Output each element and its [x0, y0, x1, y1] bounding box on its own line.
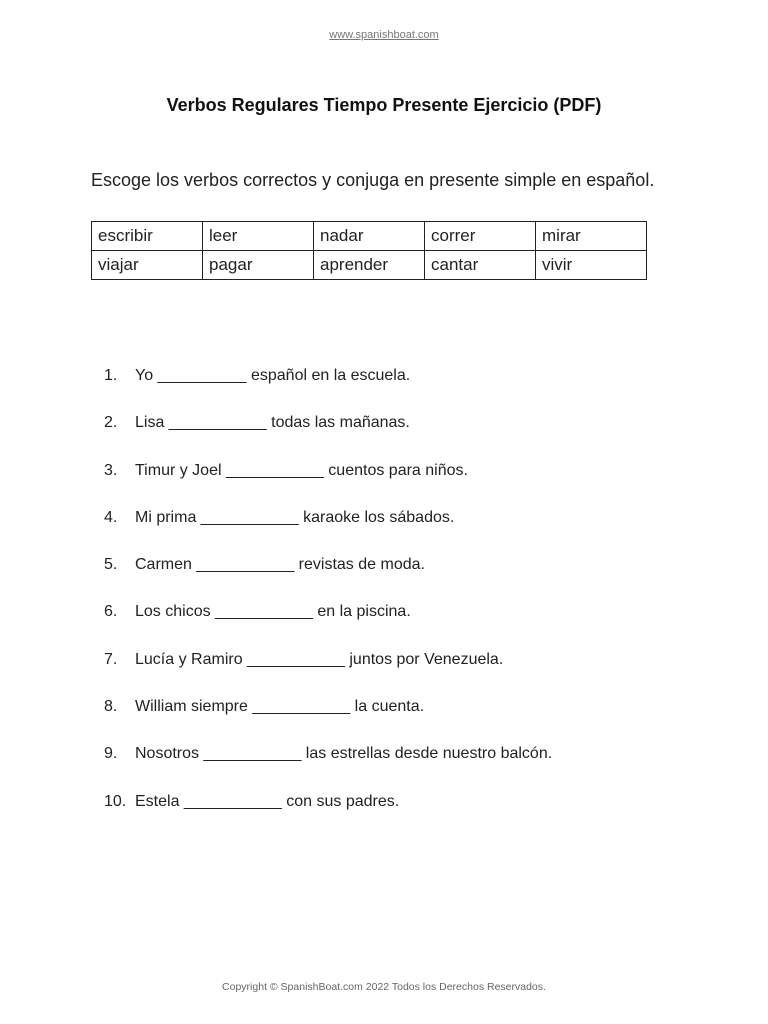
verb-cell: nadar [314, 222, 425, 251]
verb-cell: viajar [92, 251, 203, 280]
exercise-list [104, 367, 724, 840]
verb-cell: vivir [536, 251, 647, 280]
verb-cell: correr [425, 222, 536, 251]
list-item [104, 698, 724, 745]
sentence-text: Los chicos ___________ en la piscina. [135, 603, 411, 621]
worksheet-title: Verbos Regulares Tiempo Presente Ejercicio (PDF) [166, 95, 602, 115]
item-number: 1. [104, 367, 118, 384]
list-item [104, 651, 724, 698]
sentence-text: William siempre ___________ la cuenta. [135, 698, 425, 716]
instructions-text: Escoge los verbos correctos y conjuga en presente simple en español. [91, 170, 655, 190]
list-item [104, 556, 724, 603]
verb-cell: cantar [425, 251, 536, 280]
sentence-text: Lucía y Ramiro ___________ juntos por Venezuela. [135, 650, 504, 668]
sentence-text: Nosotros ___________ las estrellas desde nuestro balcón. [135, 745, 553, 763]
list-item [104, 793, 724, 840]
verb-cell: leer [203, 222, 314, 251]
sentence-text: Mi prima ___________ karaoke los sábados. [135, 508, 455, 526]
verb-bank-table [91, 221, 647, 280]
list-item [104, 745, 724, 792]
sentence-text: Carmen ___________ revistas de moda. [135, 556, 425, 574]
list-item [104, 603, 724, 650]
sentence-text: Estela ___________ con sus padres. [135, 792, 400, 810]
item-number: 9. [104, 745, 118, 763]
item-number: 7. [104, 650, 118, 668]
item-number: 2. [104, 414, 118, 432]
sentence-text: Lisa ___________ todas las mañanas. [135, 414, 410, 432]
item-number: 8. [104, 698, 118, 716]
sentence-text: Yo __________ español en la escuela. [135, 367, 411, 384]
sentence-text: Timur y Joel ___________ cuentos para niños. [135, 461, 468, 479]
item-number: 4. [104, 508, 118, 526]
list-item [104, 509, 724, 556]
verb-cell: aprender [314, 251, 425, 280]
item-number: 6. [104, 603, 118, 621]
verb-cell: pagar [203, 251, 314, 280]
item-number: 10. [104, 792, 127, 810]
table-row [92, 222, 647, 251]
verb-cell: mirar [536, 222, 647, 251]
copyright-footer: Copyright © SpanishBoat.com 2022 Todos los Derechos Reservados. [222, 981, 546, 993]
verb-cell: escribir [92, 222, 203, 251]
item-number: 5. [104, 556, 118, 574]
item-number: 3. [104, 461, 118, 479]
list-item [104, 462, 724, 509]
list-item [104, 414, 724, 461]
site-url-link[interactable]: www.spanishboat.com [329, 29, 439, 41]
table-row [92, 251, 647, 280]
list-item [104, 367, 724, 414]
